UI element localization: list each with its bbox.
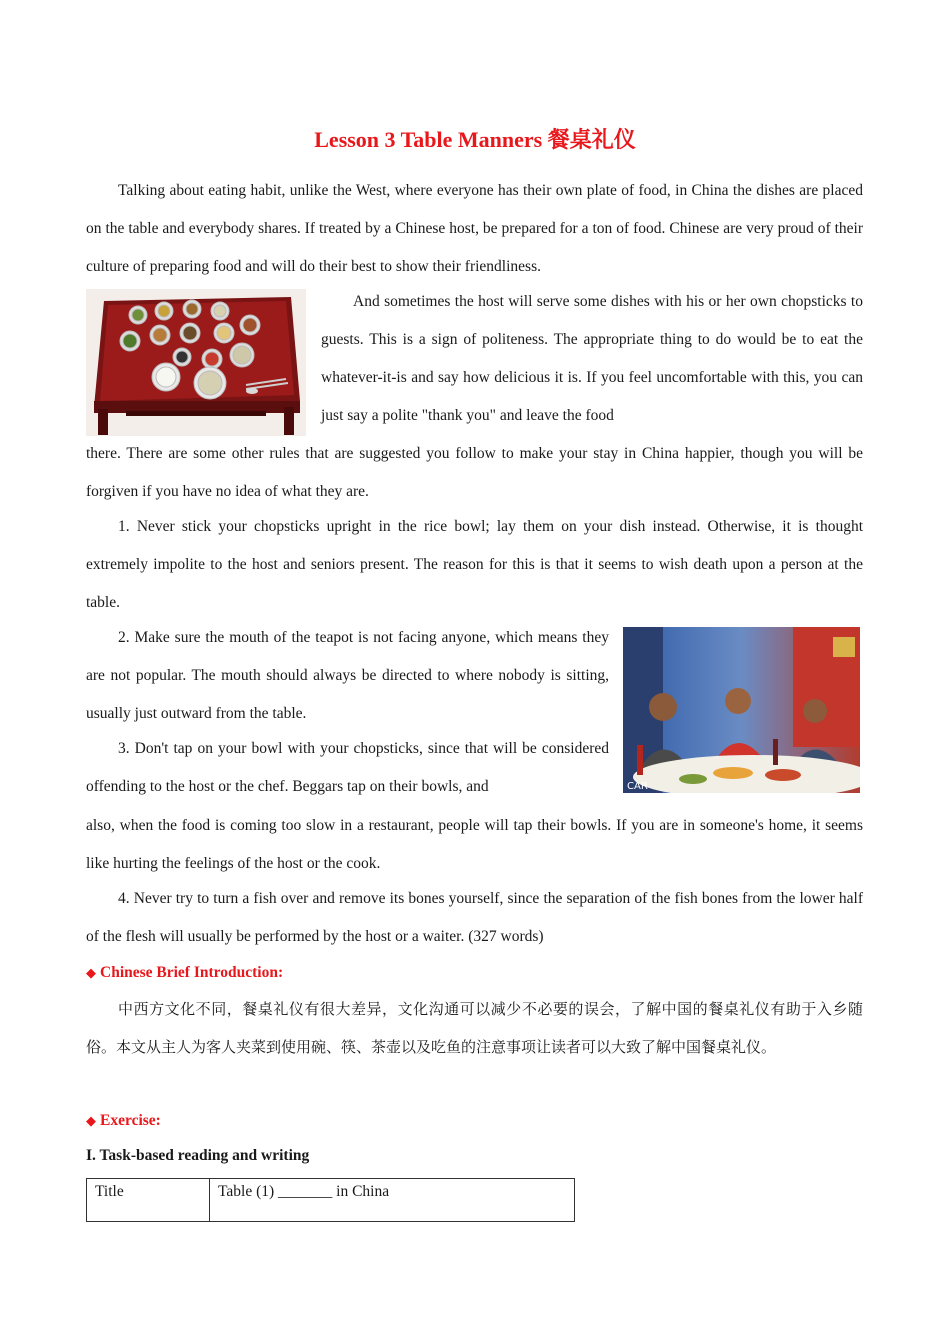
rule-3-continued: also, when the food is coming too slow in a restaurant, people will tap their bowls. If you are in someone's home, it seems like hurting the feelings of the host or the cook. xyxy=(86,817,863,872)
task-table xyxy=(86,1178,575,1222)
page-title: Lesson 3 Table Manners 餐桌礼仪 xyxy=(314,127,636,152)
rule-4: 4. Never try to turn a fish over and remove its bones yourself, since the separation of the fish bones from the lower half of the flesh will usually be performed by the host or a waiter. (327 words) xyxy=(86,890,863,945)
table-row xyxy=(87,1179,575,1222)
restaurant-diners-image xyxy=(623,627,860,793)
table-cell-value: Table (1) _______ in China xyxy=(210,1179,575,1222)
intro-paragraph: Talking about eating habit, unlike the West, where everyone has their own plate of food, in China the dishes are placed on the table and everybody shares. If treated by a Chinese host, be prepared for a ton of food. Chinese are very proud of their culture of preparing food and will do their best to show their friendliness. xyxy=(86,182,863,275)
exercise-heading: ◆ Exercise: xyxy=(86,1112,161,1129)
task-section-heading: I. Task-based reading and writing xyxy=(86,1147,310,1164)
chinese-intro-text: 中西方文化不同，餐桌礼仪有很大差异，文化沟通可以减少不必要的误会，了解中国的餐桌礼仪有助于入乡随俗。本文从主人为客人夹菜到使用碗、筷、茶壶以及吃鱼的注意事项让读者可以大致了解中国餐桌礼仪。 xyxy=(86,1000,863,1056)
diamond-bullet-icon: ◆ xyxy=(86,1113,96,1128)
diamond-bullet-icon: ◆ xyxy=(86,965,96,980)
chinese-intro-heading: ◆ Chinese Brief Introduction: xyxy=(86,964,284,981)
svg-text:CAR: CAR xyxy=(627,781,648,792)
host-chopsticks-paragraph: And sometimes the host will serve some dishes with his or her own chopsticks to guests. This is a sign of politeness. The appropriate thing to do would be to eat the whatever-it-is and say how delicious it is. If you feel uncomfortable with this, you can just say a polite "thank you" and leave the food xyxy=(321,293,863,424)
rule-2: 2. Make sure the mouth of the teapot is not facing anyone, which means they are not popular. The mouth should always be directed to where nobody is sitting, usually just outward from the table. xyxy=(86,629,609,722)
host-chopsticks-paragraph-continued: there. There are some other rules that are suggested you follow to make your stay in China happier, though you will be forgiven if you have no idea of what they are. xyxy=(86,445,863,500)
table-dishes-image xyxy=(86,289,306,436)
table-cell-label: Title xyxy=(87,1179,210,1222)
rule-3: 3. Don't tap on your bowl with your chopsticks, since that will be considered offending to the host or the chef. Beggars tap on their bowls, and xyxy=(86,740,609,795)
rule-1: 1. Never stick your chopsticks upright in the rice bowl; lay them on your dish instead. Otherwise, it is thought extremely impolite to the host and seniors present. The reason for this is that it seems to wish death upon a person at the table. xyxy=(86,518,863,611)
